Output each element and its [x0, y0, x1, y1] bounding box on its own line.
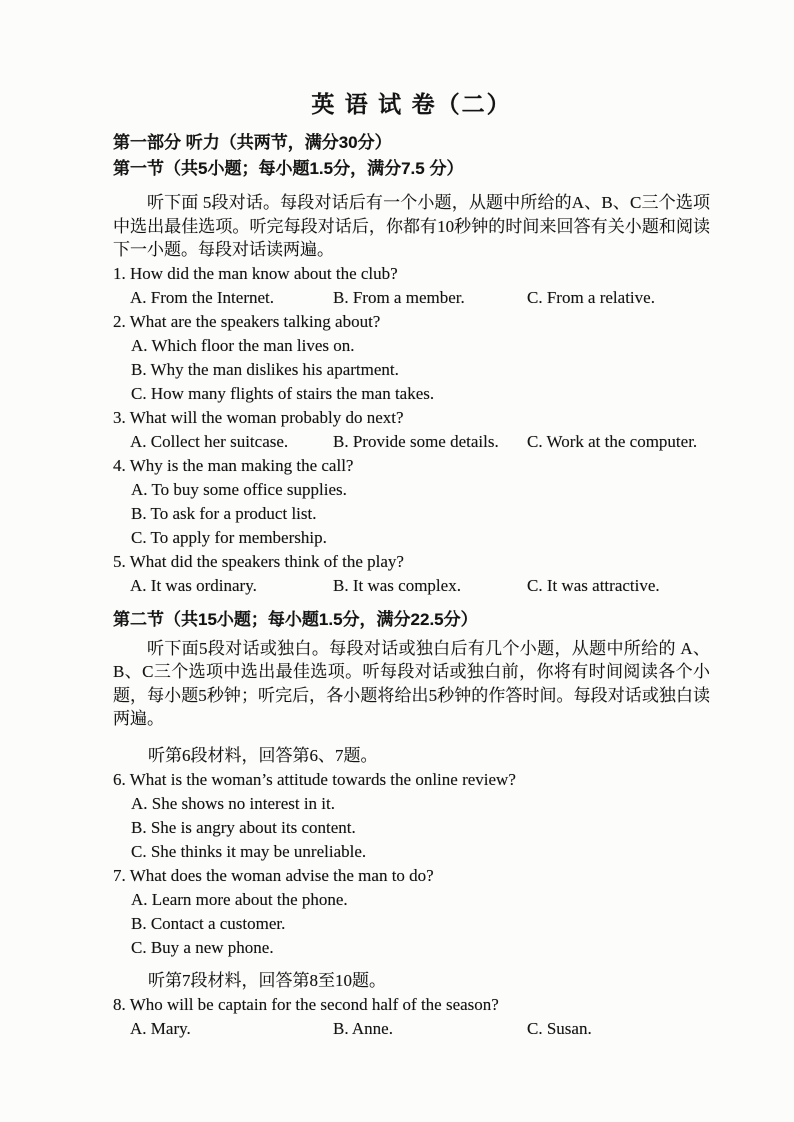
material-6-note: 听第6段材料，回答第6、7题。 — [148, 745, 378, 765]
section1-heading: 第一节（共5小题；每小题1.5分，满分7.5 分） — [113, 159, 464, 178]
exam-title: 英 语 试 卷（二） — [311, 91, 512, 117]
option-8-b: B. Anne. — [333, 1018, 393, 1038]
option-1-a: A. From the Internet. — [130, 287, 274, 307]
question-5-options — [113, 574, 710, 598]
option-5-b: B. It was complex. — [333, 575, 461, 595]
question-4: 4. Why is the man making the call? — [113, 455, 354, 475]
option-1-c: C. From a relative. — [527, 287, 655, 307]
section2-heading: 第二节（共15小题；每小题1.5分，满分22.5分） — [113, 609, 478, 629]
option-7-b: B. Contact a customer. — [131, 913, 286, 933]
option-7-a: A. Learn more about the phone. — [131, 889, 348, 909]
option-1-b: B. From a member. — [333, 287, 465, 307]
option-2-b: B. Why the man dislikes his apartment. — [131, 359, 399, 379]
question-8: 8. Who will be captain for the second half of the season? — [113, 994, 499, 1014]
part1-heading: 第一部分 听力（共两节，满分30分） — [113, 133, 392, 152]
question-6: 6. What is the woman’s attitude towards the online review? — [113, 769, 516, 789]
question-5: 5. What did the speakers think of the play? — [113, 551, 404, 571]
option-4-b: B. To ask for a product list. — [131, 503, 317, 523]
section1-instructions: 听下面 5段对话。每段对话后有一个小题，从题中所给的A、B、C三个选项中选出最佳选项。听完每段对话后，你都有10秒钟的时间来回答有关小题和阅读下一小题。每段对话读两遍。 — [113, 193, 710, 259]
question-8-options — [113, 1017, 710, 1041]
option-4-a: A. To buy some office supplies. — [131, 479, 347, 499]
option-3-a: A. Collect her suitcase. — [130, 431, 289, 451]
question-1: 1. How did the man know about the club? — [113, 263, 398, 283]
material-7-note: 听第7段材料，回答第8至10题。 — [148, 970, 386, 990]
question-3-options — [113, 430, 710, 454]
option-6-b: B. She is angry about its content. — [131, 817, 356, 837]
option-8-a: A. Mary. — [130, 1018, 191, 1038]
option-5-a: A. It was ordinary. — [130, 575, 257, 595]
option-2-c: C. How many flights of stairs the man takes. — [131, 383, 435, 403]
option-3-c: C. Work at the computer. — [527, 431, 698, 451]
option-5-c: C. It was attractive. — [527, 575, 660, 595]
question-1-options — [113, 286, 710, 310]
section2-instructions: 听下面5段对话或独白。每段对话或独白后有几个小题，从题中所给的 A、B、C三个选项中选出最佳选项。听每段对话或独白前，你将有时间阅读各个小题，每小题5秒钟；听完后，各小题将给出5秒钟的作答时间。每段对话或独白读两遍。 — [113, 638, 710, 728]
question-7: 7. What does the woman advise the man to do? — [113, 865, 434, 885]
option-6-c: C. She thinks it may be unreliable. — [131, 841, 367, 861]
option-8-c: C. Susan. — [527, 1018, 592, 1038]
question-3: 3. What will the woman probably do next? — [113, 407, 404, 427]
option-4-c: C. To apply for membership. — [131, 527, 327, 547]
option-7-c: C. Buy a new phone. — [131, 937, 274, 957]
option-6-a: A. She shows no interest in it. — [131, 793, 335, 813]
question-2: 2. What are the speakers talking about? — [113, 311, 381, 331]
option-3-b: B. Provide some details. — [333, 431, 499, 451]
option-2-a: A. Which floor the man lives on. — [131, 335, 355, 355]
